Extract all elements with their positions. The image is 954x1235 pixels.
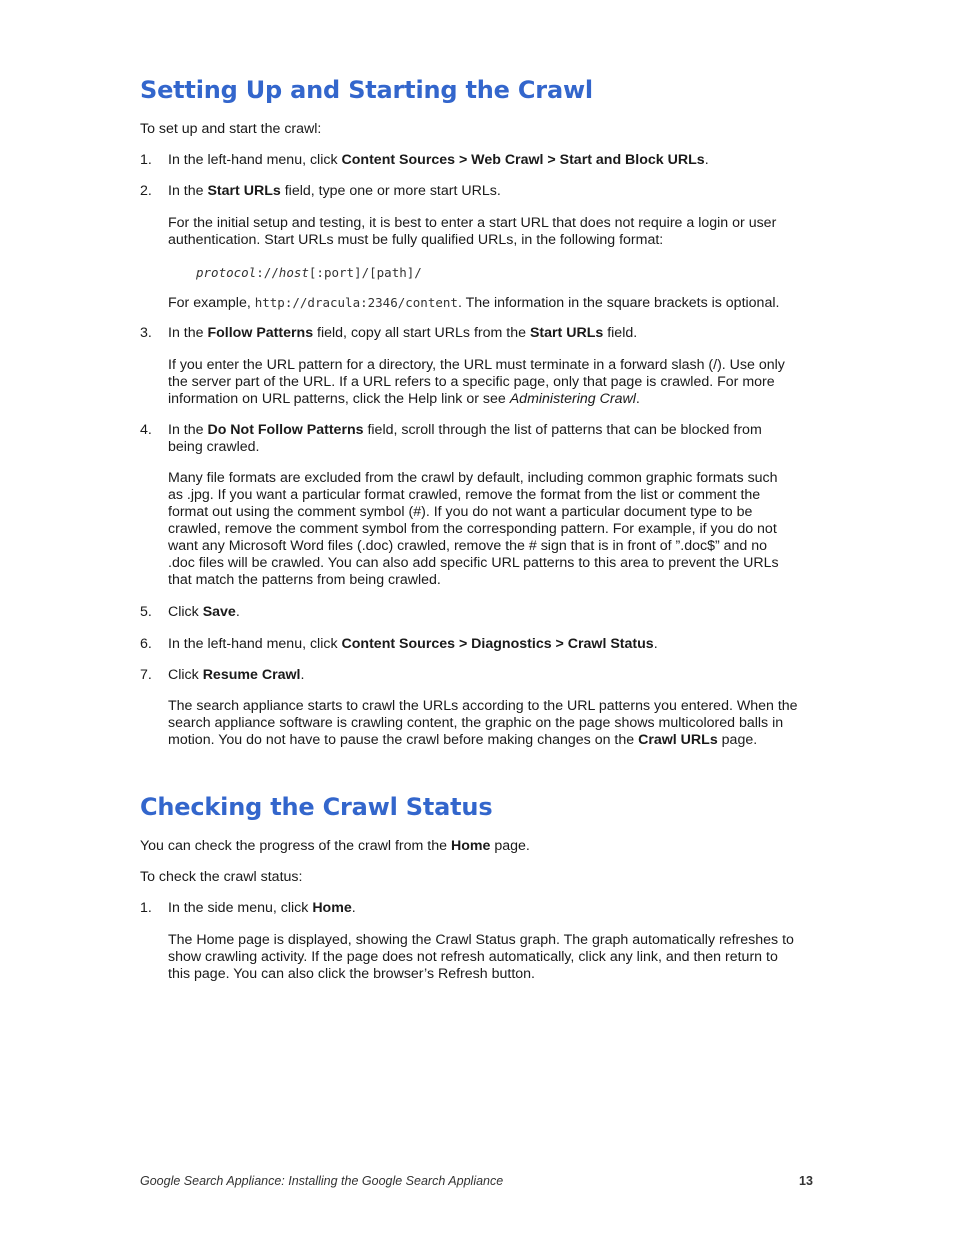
step-text: In the Do Not Follow Patterns field, scroll through the list of patterns that can be blocked from being crawled. bbox=[168, 422, 762, 455]
section-heading-crawl-status: Checking the Crawl Status bbox=[140, 793, 493, 821]
step-text: Click Save. bbox=[168, 604, 240, 620]
url-format-code: protocol://host[:port]/[path]/ bbox=[196, 265, 422, 280]
step-number: 2. bbox=[140, 183, 152, 199]
step-text: In the left-hand menu, click Content Sources > Web Crawl > Start and Block URLs. bbox=[168, 152, 709, 168]
step-number: 1. bbox=[140, 900, 152, 916]
step-number: 1. bbox=[140, 152, 152, 168]
step-number: 4. bbox=[140, 422, 152, 438]
step-text: In the left-hand menu, click Content Sources > Diagnostics > Crawl Status. bbox=[168, 636, 658, 652]
page-number: 13 bbox=[799, 1174, 813, 1188]
intro-text: To check the crawl status: bbox=[140, 869, 303, 885]
step-number: 3. bbox=[140, 325, 152, 341]
step-description: For the initial setup and testing, it is best to enter a start URL that does not require a login or user authentication. Start URLs must be fully qualified URLs, in the following format: bbox=[168, 215, 777, 248]
step-description: Many file formats are excluded from the crawl by default, including common graphic formats such as .jpg. If you want a particular format crawled, remove the format from the list or comment the format out using the comment symbol (#). If you do not want a particular document type to be crawled, remove the comment symbol from the corresponding pattern. For example, if you do not want any Microsoft Word files (.doc) crawled, remove the # sign that is in front of ”.doc$” and no .doc files will be crawled. You can also add specific URL patterns to this area to prevent the URLs that match the patterns from being crawled. bbox=[168, 470, 779, 588]
step-description: The Home page is displayed, showing the Crawl Status graph. The graph automatically refreshes to show crawling activity. If the page does not refresh automatically, click any link, and then return to this page. You can also click the browser’s Refresh button. bbox=[168, 932, 794, 982]
step-description: If you enter the URL pattern for a directory, the URL must terminate in a forward slash (/). Use only the server part of the URL. If a URL refers to a specific page, only that page is crawled. For more information on URL patterns, click the Help link or see Administering Crawl. bbox=[168, 357, 785, 407]
example-text: For example, http://dracula:2346/content. The information in the square brackets is optional. bbox=[168, 295, 780, 311]
footer-title: Google Search Appliance: Installing the Google Search Appliance bbox=[140, 1174, 504, 1188]
intro-text: To set up and start the crawl: bbox=[140, 121, 322, 137]
step-text: In the Follow Patterns field, copy all start URLs from the Start URLs field. bbox=[168, 325, 638, 341]
step-description: The search appliance starts to crawl the URLs according to the URL patterns you entered. When the search appliance software is crawling content, the graphic on the page shows multicolored balls in motion. You do not have to pause the crawl before making changes on the Crawl URLs page. bbox=[168, 698, 798, 748]
step-number: 7. bbox=[140, 667, 152, 683]
step-text: Click Resume Crawl. bbox=[168, 667, 305, 683]
step-text: In the side menu, click Home. bbox=[168, 900, 356, 916]
step-number: 6. bbox=[140, 636, 152, 652]
intro-text: You can check the progress of the crawl from the Home page. bbox=[140, 838, 530, 854]
step-text: In the Start URLs field, type one or more start URLs. bbox=[168, 183, 501, 199]
section-heading-setup-crawl: Setting Up and Starting the Crawl bbox=[140, 76, 593, 104]
step-number: 5. bbox=[140, 604, 152, 620]
